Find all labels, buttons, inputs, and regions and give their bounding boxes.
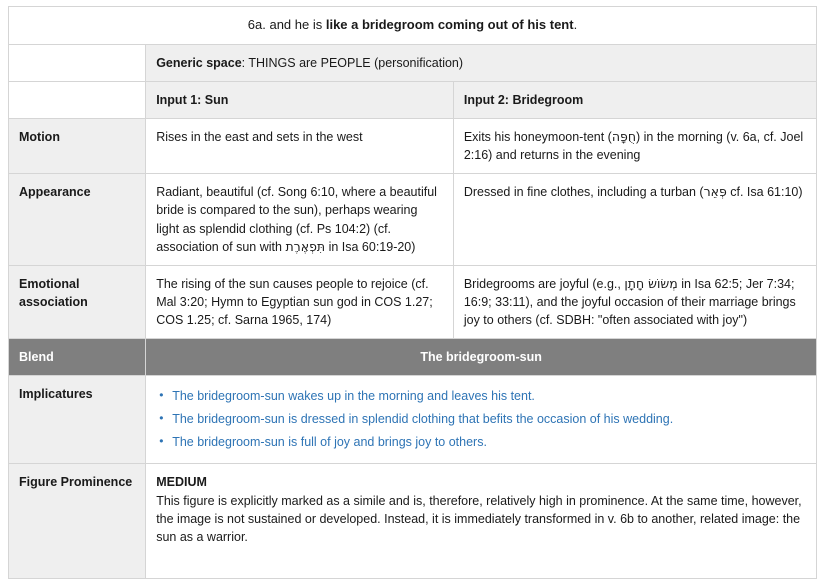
appearance-input2-hebrew: פְּאֵר bbox=[703, 184, 727, 200]
generic-space-row bbox=[9, 44, 817, 81]
table-row-implicatures bbox=[9, 376, 817, 463]
empty-corner-cell bbox=[9, 44, 146, 81]
blend-value-cell: The bridegroom-sun bbox=[146, 339, 817, 376]
input2-header: Input 2: Bridegroom bbox=[453, 81, 816, 118]
emotional-input2-hebrew: מְשׂוֹשׂ חָתָן bbox=[624, 275, 678, 291]
appearance-input2-part-b: cf. Isa 61:10) bbox=[726, 185, 803, 200]
implicatures-cell bbox=[146, 376, 817, 463]
emotional-input2-cell bbox=[453, 265, 816, 338]
metaphor-analysis-table bbox=[8, 6, 817, 579]
list-item: • The bridegroom-sun is dressed in splendid clothing that befits the occasion of his wedding. bbox=[156, 408, 806, 431]
inputs-header-row bbox=[9, 81, 817, 118]
table-title-row bbox=[9, 7, 817, 45]
row-label-appearance: Appearance bbox=[9, 174, 146, 266]
motion-input1-cell: Rises in the east and sets in the west bbox=[146, 119, 454, 174]
motion-input2-cell bbox=[453, 119, 816, 174]
motion-input2-part-b: ) in the morning (v. 6a, cf. Joel 2:16) and returns in the evening bbox=[463, 130, 804, 163]
table-row-emotional-association bbox=[9, 265, 817, 338]
verse-title-suffix: . bbox=[573, 17, 578, 32]
implicatures-list bbox=[156, 385, 806, 453]
table-row-motion bbox=[9, 119, 817, 174]
row-label-implicatures: Implicatures bbox=[9, 376, 146, 463]
row-label-blend: Blend bbox=[9, 339, 146, 376]
empty-corner-cell-2 bbox=[9, 81, 146, 118]
motion-input2-part-a: Exits his honeymoon-tent ( bbox=[463, 130, 612, 145]
verse-title-bold: like a bridegroom coming out of his tent bbox=[325, 17, 574, 32]
table-row-blend bbox=[9, 339, 817, 376]
input1-header: Input 1: Sun bbox=[146, 81, 454, 118]
emotional-input1-cell: The rising of the sun causes people to rejoice (cf. Mal 3:20; Hymn to Egyptian sun god in COS 1.27; COS 1.25; cf. Sarna 1965, 174) bbox=[146, 265, 454, 338]
list-item: • The bridegroom-sun wakes up in the morning and leaves his tent. bbox=[156, 385, 806, 408]
motion-input2-hebrew: חֻפָּה bbox=[611, 129, 636, 145]
appearance-input2-cell bbox=[453, 174, 816, 266]
generic-space-text: : THINGS are PEOPLE (personification) bbox=[241, 55, 464, 70]
emotional-input2-part-a: Bridegrooms are joyful (e.g., bbox=[463, 276, 625, 291]
emotional-input2-part-b: in Isa 62:5; Jer 7:34; 16:9; 33:11), and the joyful occasion of their marriage brings joy to others (cf. SDBH: "often associated with joy") bbox=[463, 276, 796, 328]
appearance-input1-part-b: in Isa 60:19-20) bbox=[325, 239, 416, 254]
generic-space-label: Generic space bbox=[156, 55, 242, 70]
table-row-figure-prominence bbox=[9, 463, 817, 578]
figure-prominence-cell bbox=[146, 463, 817, 578]
appearance-input1-cell bbox=[146, 174, 454, 266]
row-label-figure-prominence: Figure Prominence bbox=[9, 463, 146, 578]
verse-title-prefix: 6a. and he is bbox=[247, 17, 326, 32]
appearance-input2-part-a: Dressed in fine clothes, including a turban ( bbox=[463, 185, 704, 200]
row-label-motion: Motion bbox=[9, 119, 146, 174]
prominence-text: This figure is explicitly marked as a simile and is, therefore, relatively high in prominence. At the same time, however, the image is not sustained or developed. Instead, it is immediately transformed in v. 6b to another, related image: the sun as a warrior. bbox=[156, 493, 802, 544]
list-item: • The bridegroom-sun is full of joy and brings joy to others. bbox=[156, 431, 806, 454]
appearance-input1-hebrew: תִּפְאֶרֶת bbox=[285, 238, 326, 254]
verse-title-cell bbox=[9, 7, 817, 45]
appearance-input1-part-a: Radiant, beautiful (cf. Song 6:10, where a beautiful bride is compared to the sun), perhaps wearing light as splendid clothing (cf. Ps 104:2) (cf. association of sun with bbox=[156, 185, 437, 254]
row-label-emotional-association: Emotional association bbox=[9, 265, 146, 338]
generic-space-cell bbox=[146, 44, 817, 81]
prominence-level: MEDIUM bbox=[156, 474, 207, 489]
table-row-appearance bbox=[9, 174, 817, 266]
